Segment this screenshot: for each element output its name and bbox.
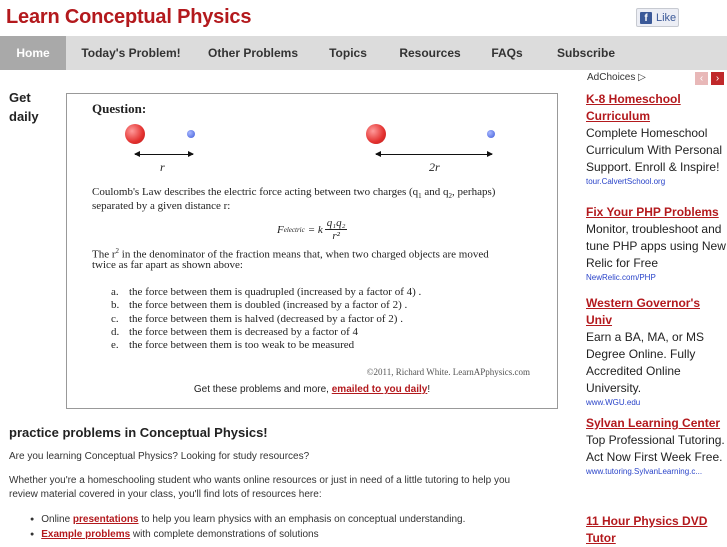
distance-label-2r: 2r xyxy=(429,160,440,174)
answer-options xyxy=(111,286,421,352)
intro-paragraph-2: Whether you're a homeschooling student who wants online resources or just in need of a little tutoring to help you review material covered in your class, you'll find lots of resources here: xyxy=(9,475,511,500)
list-item: ● Example problems with complete demonstrations of solutions xyxy=(30,528,465,543)
like-label: Like xyxy=(656,11,677,24)
nav-other-problems[interactable]: Other Problems xyxy=(207,46,299,60)
ad-title[interactable]: K-8 Homeschool Curriculum xyxy=(586,92,681,123)
get-daily-text xyxy=(9,88,59,126)
ad-sidebar xyxy=(582,70,727,545)
ad-body: Complete Homeschool Curriculum With Personal Support. Enroll & Inspire! xyxy=(586,126,723,174)
nav-subscribe[interactable]: Subscribe xyxy=(556,46,616,60)
nav-topics[interactable]: Topics xyxy=(329,46,367,60)
site-title[interactable]: Learn Conceptual Physics xyxy=(6,6,252,28)
ad-title[interactable]: Western Governor's Univ xyxy=(586,296,700,327)
ad-url[interactable]: NewRelic.com/PHP xyxy=(586,273,656,282)
ad-unit[interactable] xyxy=(586,295,727,407)
answer-option: c. the force between them is halved (decreased by a factor of 2) . xyxy=(111,312,403,325)
page-heading: practice problems in Conceptual Physics! xyxy=(9,425,268,440)
answer-option: a. the force between them is quadrupled (increased by a factor of 4) . xyxy=(111,286,422,298)
answer-option: e. the force between them is too weak to be measured xyxy=(111,339,355,352)
ad-body: Monitor, troubleshoot and tune PHP apps using New Relic for Free xyxy=(586,222,726,270)
answer-option: d. the force between them is decreased by a factor of 4 xyxy=(111,325,359,338)
answer-option: b. the force between them is doubled (increased by a factor of 2) . xyxy=(111,299,408,312)
facebook-icon: f xyxy=(640,12,652,24)
question-copyright: ©2011, Richard White. LearnAPphysics.com xyxy=(366,367,530,377)
ad-url[interactable]: tour.CalvertSchool.org xyxy=(586,177,666,186)
email-signup-line: Get these problems and more, emailed to you daily! xyxy=(193,384,431,395)
ad-unit[interactable] xyxy=(586,513,727,547)
nav-todays-problem[interactable]: Today's Problem! xyxy=(81,46,181,60)
site-header xyxy=(0,0,727,36)
ad-title[interactable]: Sylvan Learning Center xyxy=(586,416,721,430)
daily-question-panel xyxy=(66,93,558,409)
nav-resources[interactable]: Resources xyxy=(399,46,461,60)
question-title: Question: xyxy=(92,101,147,116)
ad-unit[interactable] xyxy=(586,204,727,284)
ad-unit[interactable] xyxy=(586,415,727,478)
charge-small-1 xyxy=(187,130,195,138)
ad-body: Earn a BA, MA, or MS Degree Online. Fully Accredited Online University. xyxy=(586,330,705,395)
charge-large-2 xyxy=(366,124,386,144)
adchoices-label[interactable]: AdChoices ▷ xyxy=(587,72,646,83)
ad-prev-button[interactable]: ‹ xyxy=(695,72,708,85)
nav-faqs[interactable]: FAQs xyxy=(491,46,523,60)
ad-title[interactable]: Fix Your PHP Problems xyxy=(586,205,719,219)
question-text-line4: twice as far apart as shown above: xyxy=(92,259,243,271)
presentations-link[interactable]: presentations xyxy=(72,514,139,525)
facebook-like-button[interactable] xyxy=(636,8,679,27)
ad-url[interactable]: www.tutoring.SylvanLearning.c... xyxy=(586,467,703,476)
distance-label-r: r xyxy=(160,160,165,174)
nav-home[interactable]: Home xyxy=(0,36,66,70)
charge-small-2 xyxy=(487,130,495,138)
list-item: ● Online presentations to help you learn physics with an emphasis on conceptual understanding. xyxy=(30,513,465,528)
ad-body: Top Professional Tutoring. Act Now First Week Free. xyxy=(586,433,725,464)
ad-unit[interactable] xyxy=(586,91,727,188)
get-daily-line1: Get xyxy=(9,90,31,105)
charge-large-1 xyxy=(125,124,145,144)
question-text-line3: The $r^2$ in the denominator of the fraction means that, when two charged objects are moved xyxy=(92,247,489,261)
ad-next-button[interactable]: › xyxy=(711,72,724,85)
ad-url[interactable]: www.WGU.edu xyxy=(586,398,641,407)
main-nav xyxy=(0,36,727,70)
get-daily-line2: daily xyxy=(9,109,39,124)
distance-arrow-2r xyxy=(376,154,492,155)
coulomb-formula: F electric = k $\frac{\text{q₁q₂}}{\text{r²}}$ xyxy=(277,217,346,242)
resource-list xyxy=(30,513,465,543)
adchoices-icon: ▷ xyxy=(638,72,646,83)
example-problems-link[interactable]: Example problems xyxy=(41,529,131,540)
question-text-line1: Coulomb's Law describes the electric force acting between two charges ($q_1$ and $q_2$, perhaps) xyxy=(92,186,496,201)
intro-paragraph-1: Are you learning Conceptual Physics? Looking for study resources? xyxy=(9,451,310,462)
emailed-daily-link[interactable]: emailed to you daily xyxy=(331,384,428,395)
ad-title[interactable]: 11 Hour Physics DVD Tutor xyxy=(586,514,708,545)
distance-arrow-r xyxy=(135,154,193,155)
question-text-line2: separated by a given distance r: xyxy=(92,200,231,212)
